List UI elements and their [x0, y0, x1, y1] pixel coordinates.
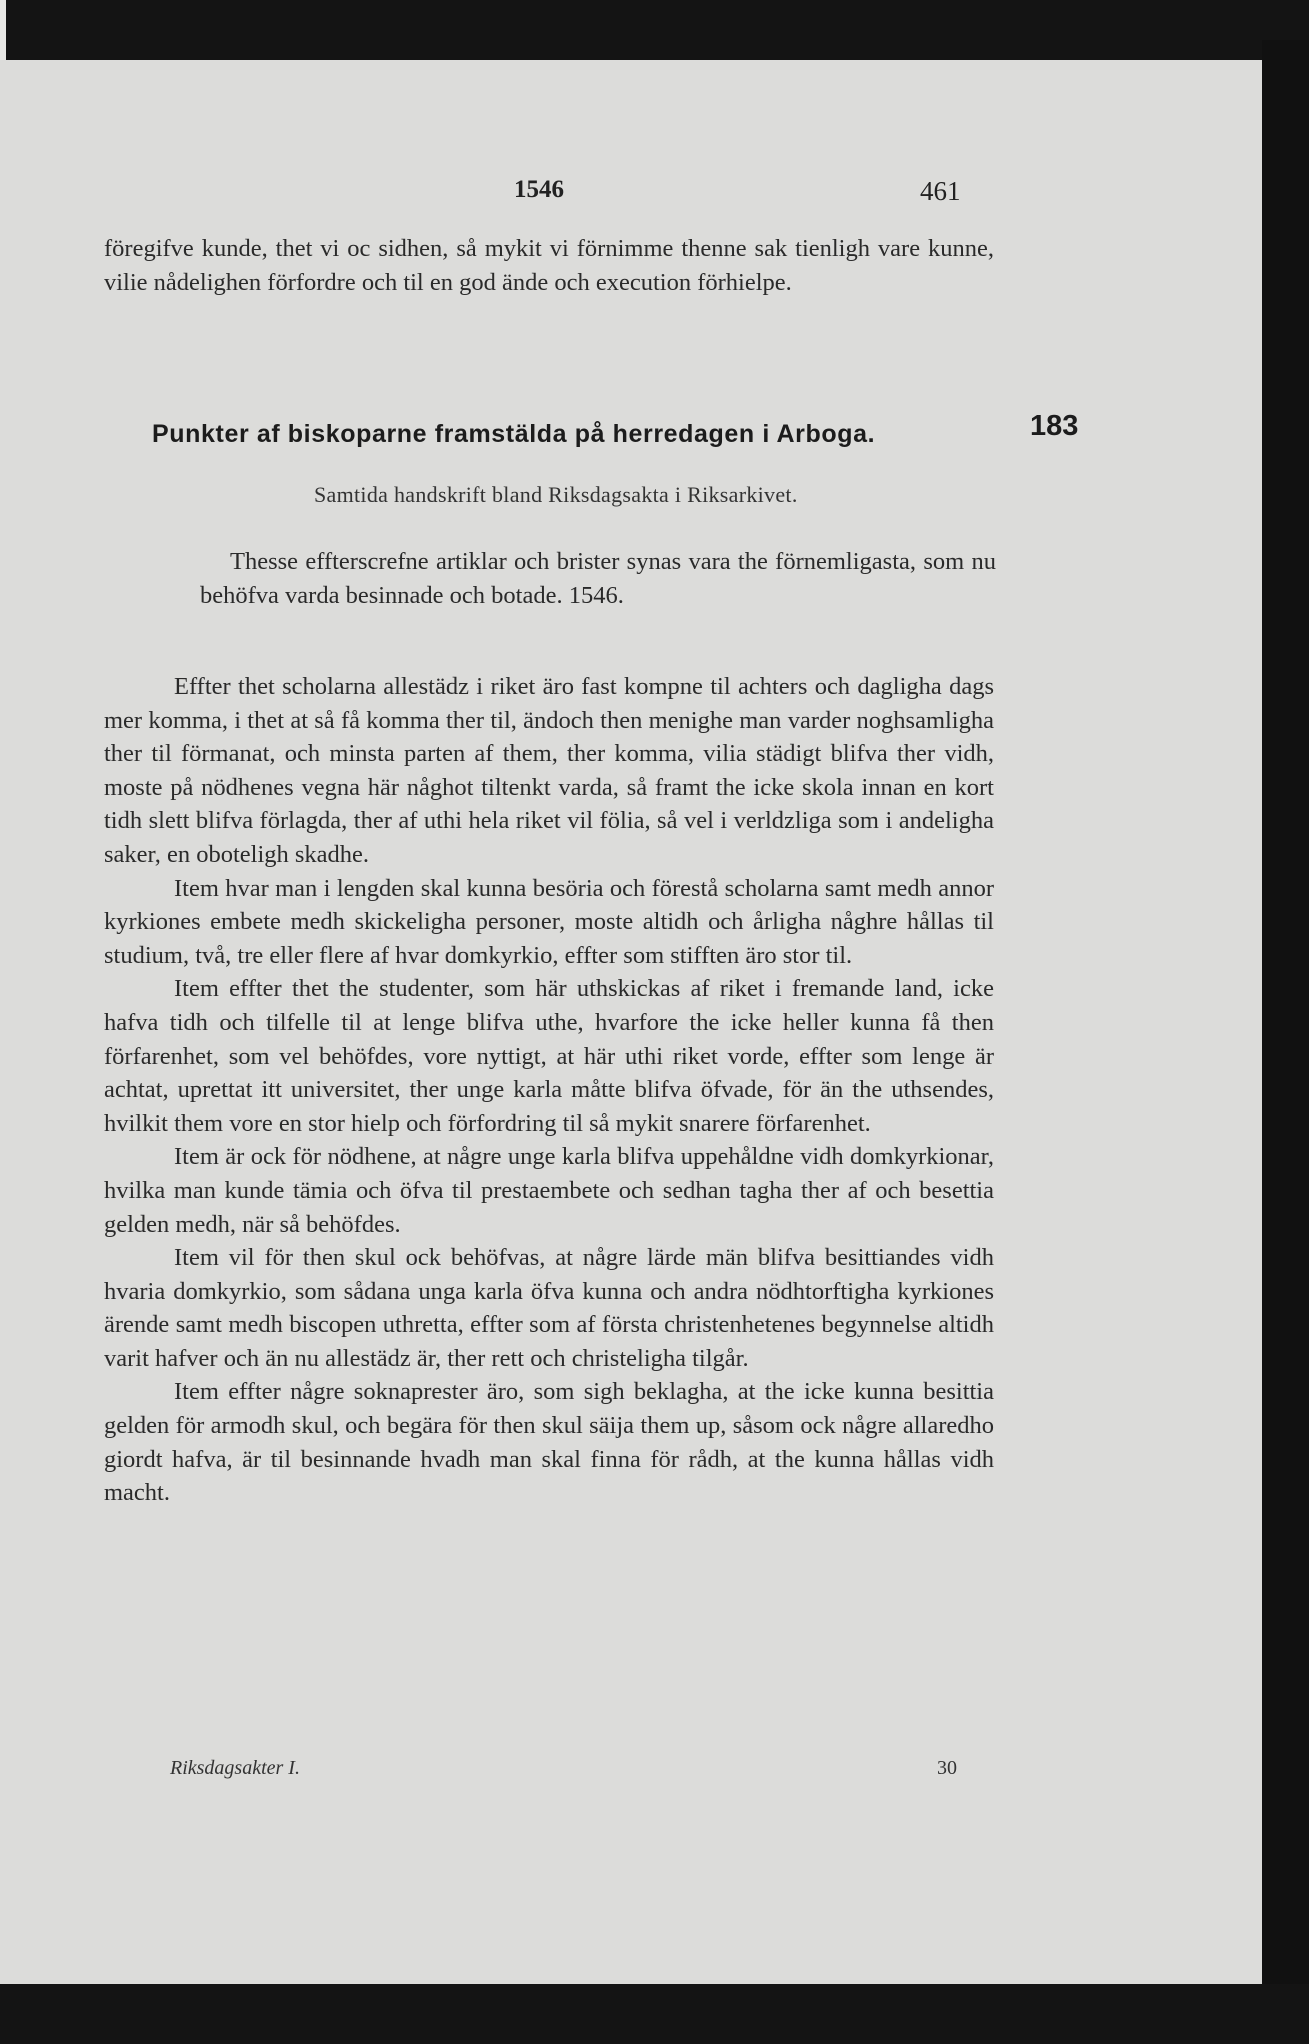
document-number: 183 — [1030, 410, 1079, 442]
paragraph: Item vil för then skul ock behöfvas, at någre lärde män blifva besittiandes vidh hvaria domkyrkio, som sådana unga karla öfva kunna och andra nödhtorftigha kyrkiones ärende samt medh biscopen uthretta, effter som af första christenhetenes begynnelse altidh varit hafver och än nu allestädz är, ther rett och christeligha tilgår. — [104, 1244, 994, 1372]
paragraph: Item är ock för nödhene, at någre unge karla blifva uppehåldne vidh domkyrkionar, hvilka man kunde tämia och öfva til prestaembete och sedhan tagha ther af och besettia gelden medh, när så behöfdes. — [104, 1143, 994, 1238]
preface-text: Thesse effterscrefne artiklar och brister synas vara the förnemligasta, som nu behöfva varda besinnade och botade. 1546. — [200, 548, 996, 609]
body-text — [104, 670, 994, 1510]
scan-border-bottom — [0, 1984, 1309, 2044]
preface — [200, 545, 996, 613]
scan-border-right — [1262, 40, 1309, 2020]
intro-text: föregifve kunde, thet vi oc sidhen, så mykit vi förnimme thenne sak tienligh vare kunne, vilie nådelighen förfordre och til en god ände och execution förhielpe. — [104, 235, 994, 296]
intro-paragraph — [104, 232, 994, 299]
footer-sheet-number: 30 — [937, 1757, 957, 1779]
paragraph: Item effter någre soknaprester äro, som sigh beklagha, at the icke kunna besittia gelden för armodh skul, och begära för then skul säija them up, såsom ock någre allaredho giordt hafva, är til besinnande hvadh man skal finna för rådh, at the kunna hållas vidh macht. — [104, 1378, 994, 1507]
footer-signature: Riksdagsakter I. — [170, 1757, 300, 1779]
page-number: 461 — [920, 176, 961, 206]
header-year: 1546 — [514, 176, 564, 203]
source-note: Samtida handskrift bland Riksdagsakta i Riksarkivet. — [314, 482, 798, 507]
section-heading: Punkter af biskoparne framstälda på herredagen i Arboga. — [152, 420, 876, 448]
paragraph: Item hvar man i lengden skal kunna besöria och förestå scholarna samt medh annor kyrkiones embete medh skickeligha personer, moste altidh och årligha någhre hållas til studium, två, tre eller flere af hvar domkyrkio, effter som stifften äro stor til. — [104, 874, 994, 969]
paragraph: Item effter thet the studenter, som här uthskickas af riket i fremande land, icke hafva tidh och tilfelle til at lenge blifva uthe, hvarfore the icke heller kunna få then förfarenhet, som vel behöfdes, vore nyttigt, at här uthi riket vorde, effter som lenge är achtat, uprettat itt universitet, ther unge karla måtte blifva öfvade, för än the uthsendes, hvilkit them vore en stor hielp och förfordring til så mykit snarere förfarenhet. — [104, 975, 994, 1137]
paragraph: Effter thet scholarna allestädz i riket äro fast kompne til achters och dagligha dags mer komma, i thet at så få komma ther til, ändoch then menighe man varder noghsamligha ther til förmanat, och minsta parten af them, ther komma, vilia städigt blifva ther vidh, moste på nödhenes vegna här någhot tiltenkt varda, så framt the icke skola innan en kort tidh slett blifva förlagda, ther af uthi hela riket vil fölia, så vel i verldzliga som i andeligha saker, en oboteligh skadhe. — [104, 673, 994, 868]
scan-border-top — [0, 0, 1309, 60]
